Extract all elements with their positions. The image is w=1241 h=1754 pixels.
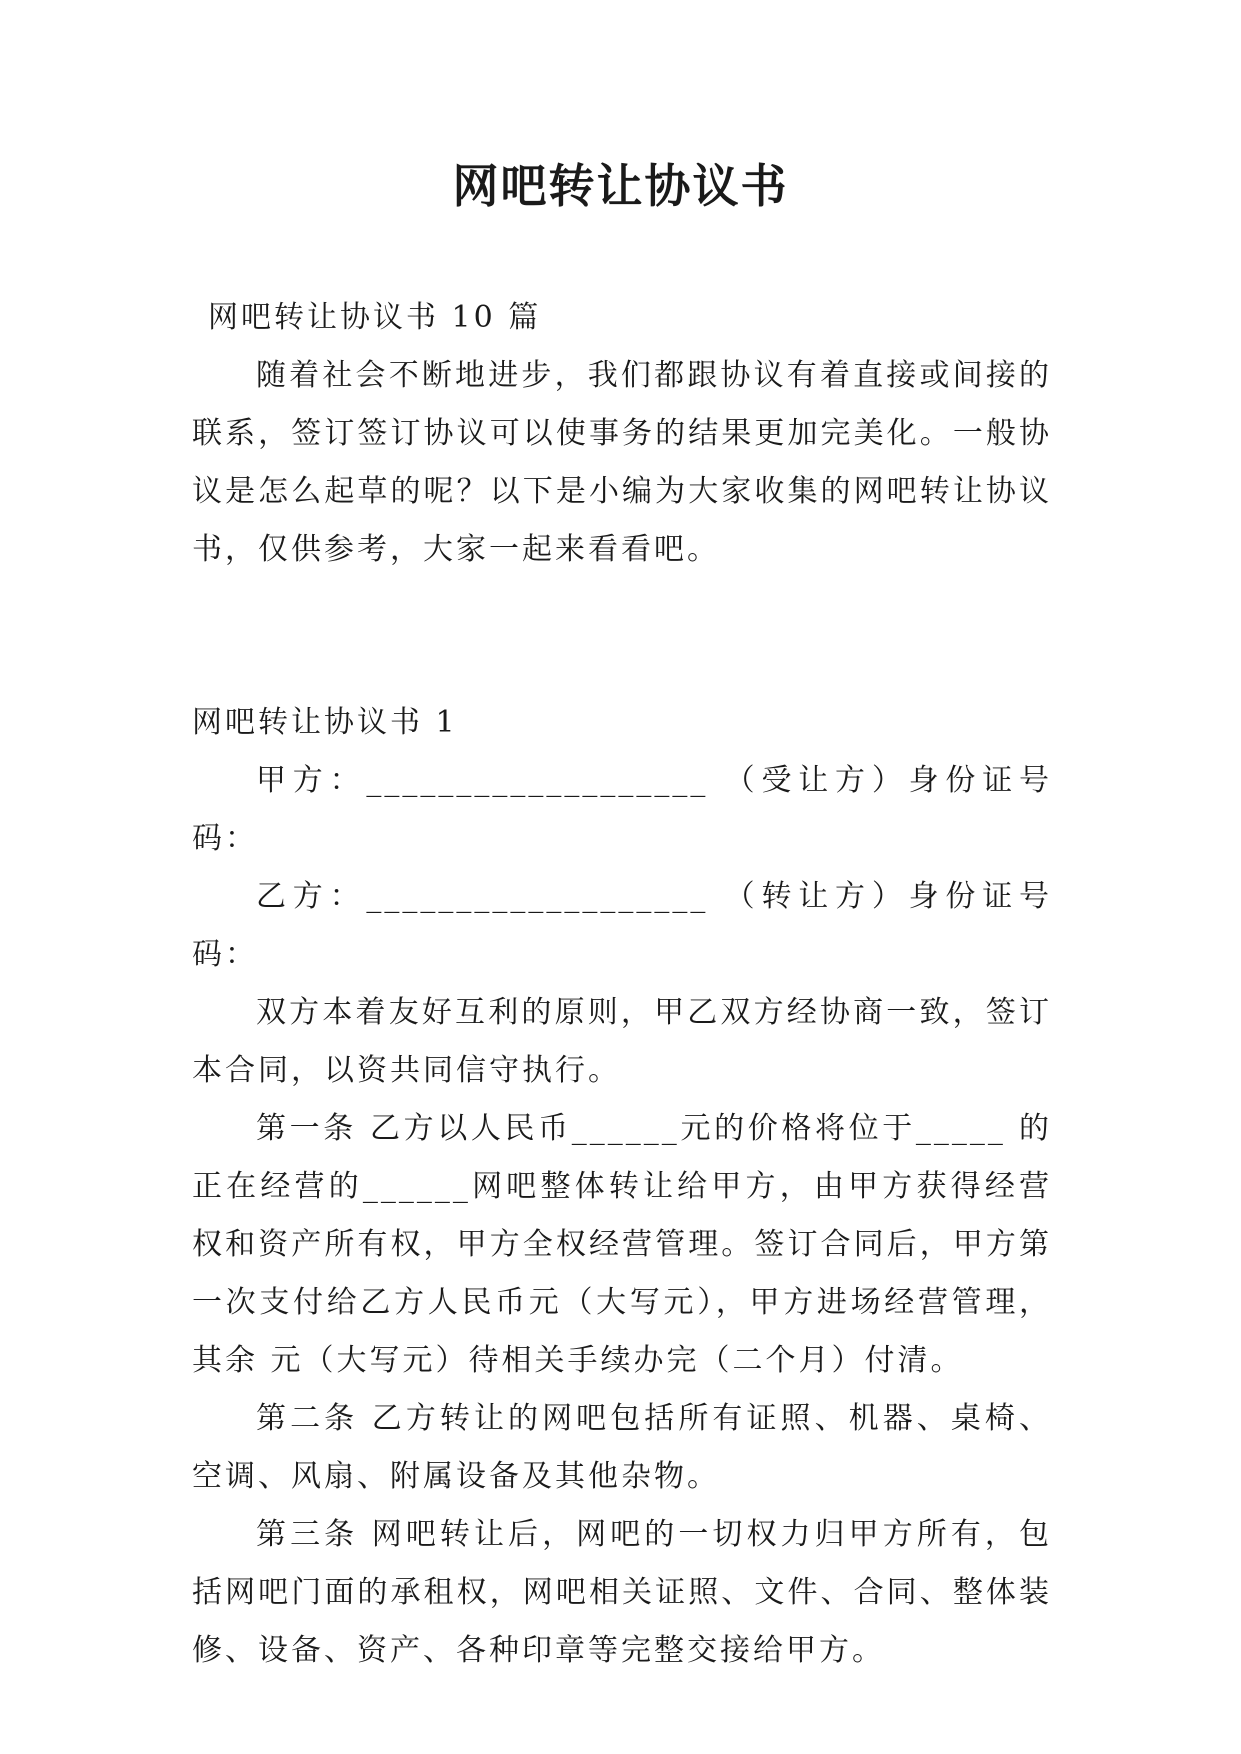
section-spacer (192, 579, 1052, 694)
preamble-paragraph: 双方本着友好互利的原则，甲乙双方经协商一致，签订本合同，以资共同信守执行。 (192, 995, 1052, 1088)
section-heading: 网吧转让协议书 1 (192, 705, 458, 740)
party-a-line: 甲方：___________________ （受让方）身份证号码： (192, 763, 1052, 856)
article-3-paragraph: 第三条 网吧转让后，网吧的一切权力归甲方所有，包括网吧门面的承租权，网吧相关证照、文件、合同、整体装修、设备、资产、各种印章等完整交接给甲方。 (192, 1517, 1052, 1668)
document-body (192, 289, 1052, 1680)
intro-paragraph: 随着社会不断地进步，我们都跟协议有着直接或间接的联系，签订签订协议可以使事务的结果更加完美化。一般协议是怎么起草的呢？以下是小编为大家收集的网吧转让协议书，仅供参考，大家一起来看看吧。 (192, 358, 1052, 567)
document-title: 网吧转让协议书 (452, 159, 789, 213)
party-b-line: 乙方：___________________ （转让方）身份证号码： (192, 879, 1052, 972)
article-2-paragraph: 第二条 乙方转让的网吧包括所有证照、机器、桌椅、空调、风扇、附属设备及其他杂物。 (192, 1401, 1052, 1494)
document-subtitle: 网吧转让协议书 10 篇 (208, 300, 542, 335)
article-1-paragraph: 第一条 乙方以人民币______元的价格将位于_____ 的正在经营的______网吧整体转让给甲方，由甲方获得经营权和资产所有权，甲方全权经营管理。签订合同后，甲方第一次支付给乙方人民币元（大写元），甲方进场经营管理，其余 元（大写元）待相关手续办完（二个月）付清。 (192, 1111, 1052, 1378)
